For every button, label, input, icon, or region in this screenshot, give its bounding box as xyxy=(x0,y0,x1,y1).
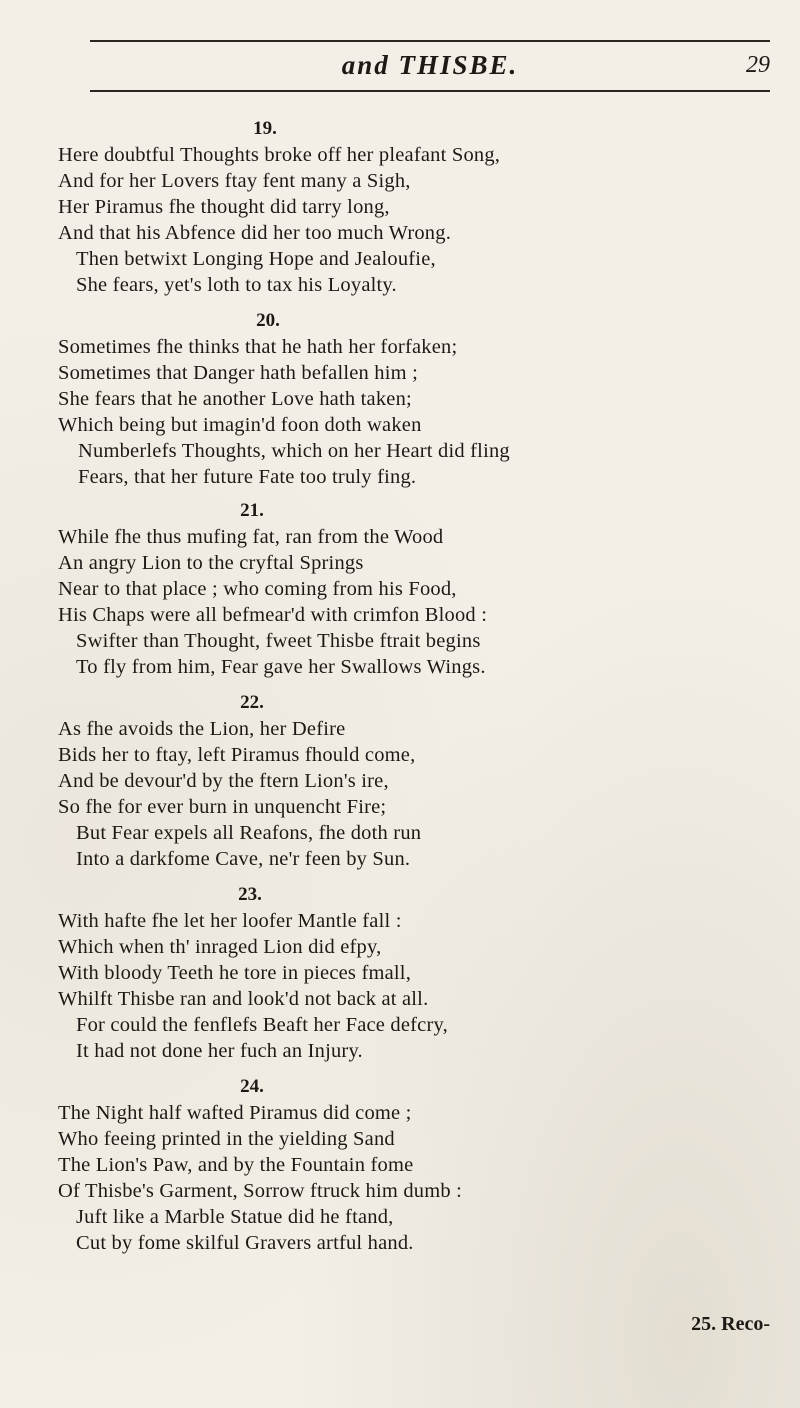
stanza-number: 20. xyxy=(256,310,280,331)
verse-line: To fly from him, Fear gave her Swallows Wings. xyxy=(76,656,486,678)
verse-line: Here doubtful Thoughts broke off her pleafant Song, xyxy=(58,144,501,166)
verse-line: While fhe thus mufing fat, ran from the Wood xyxy=(58,526,444,548)
verse-line: And be devour'd by the ftern Lion's ire, xyxy=(58,770,389,792)
verse-line: Near to that place ; who coming from his Food, xyxy=(58,578,457,600)
verse-line: She fears, yet's loth to tax his Loyalty. xyxy=(76,274,397,296)
verse-line: Whilft Thisbe ran and look'd not back at all. xyxy=(58,988,429,1010)
verse-line: Cut by fome skilful Gravers artful hand. xyxy=(76,1232,414,1254)
verse-line: Numberlefs Thoughts, which on her Heart did fling xyxy=(78,440,510,462)
verse-line: So fhe for ever burn in unquencht Fire; xyxy=(58,796,387,818)
verse-line: His Chaps were all befmear'd with crimfon Blood : xyxy=(58,604,488,626)
verse-line: Which being but imagin'd foon doth waken xyxy=(58,414,422,436)
verse-line: And that his Abfence did her too much Wrong. xyxy=(58,222,452,244)
verse-line: But Fear expels all Reafons, fhe doth run xyxy=(76,822,422,844)
stanza-number: 21. xyxy=(240,500,264,521)
verse-line: Who feeing printed in the yielding Sand xyxy=(58,1128,395,1150)
page-number: 29 xyxy=(746,52,770,78)
catchword: 25. Reco- xyxy=(691,1313,770,1335)
verse-line: Swifter than Thought, fweet Thisbe ftrait begins xyxy=(76,630,481,652)
verse-line: Then betwixt Longing Hope and Jealoufie, xyxy=(76,248,436,270)
verse-line: Juft like a Marble Statue did he ftand, xyxy=(76,1206,394,1228)
verse-line: An angry Lion to the cryftal Springs xyxy=(58,552,364,574)
verse-line: Which when th' inraged Lion did efpy, xyxy=(58,936,382,958)
verse-line: She fears that he another Love hath taken; xyxy=(58,388,412,410)
verse-line: Into a darkfome Cave, ne'r feen by Sun. xyxy=(76,848,411,870)
verse-line: For could the fenflefs Beaft her Face defcry, xyxy=(76,1014,448,1036)
verse-line: With hafte fhe let her loofer Mantle fall : xyxy=(58,910,402,932)
verse-line: It had not done her fuch an Injury. xyxy=(76,1040,363,1062)
verse-line: As fhe avoids the Lion, her Defire xyxy=(58,718,346,740)
verse-line: Fears, that her future Fate too truly fing. xyxy=(78,466,417,488)
verse-line: Sometimes that Danger hath befallen him ; xyxy=(58,362,419,384)
stanza-number: 22. xyxy=(240,692,264,713)
verse-line: And for her Lovers ftay fent many a Sigh, xyxy=(58,170,411,192)
stanza-number: 19. xyxy=(253,118,277,139)
verse-line: The Night half wafted Piramus did come ; xyxy=(58,1102,412,1124)
running-title: and THISBE. xyxy=(341,50,519,80)
verse-line: Of Thisbe's Garment, Sorrow ftruck him dumb : xyxy=(58,1180,463,1202)
verse-line: Her Piramus fhe thought did tarry long, xyxy=(58,196,390,218)
verse-line: With bloody Teeth he tore in pieces fmall, xyxy=(58,962,412,984)
verse-line: Bids her to ftay, left Piramus fhould come, xyxy=(58,744,416,766)
verse-line: The Lion's Paw, and by the Fountain fome xyxy=(58,1154,414,1176)
stanza-number: 24. xyxy=(240,1076,264,1097)
verse-line: Sometimes fhe thinks that he hath her forfaken; xyxy=(58,336,458,358)
stanza-number: 23. xyxy=(238,884,262,905)
